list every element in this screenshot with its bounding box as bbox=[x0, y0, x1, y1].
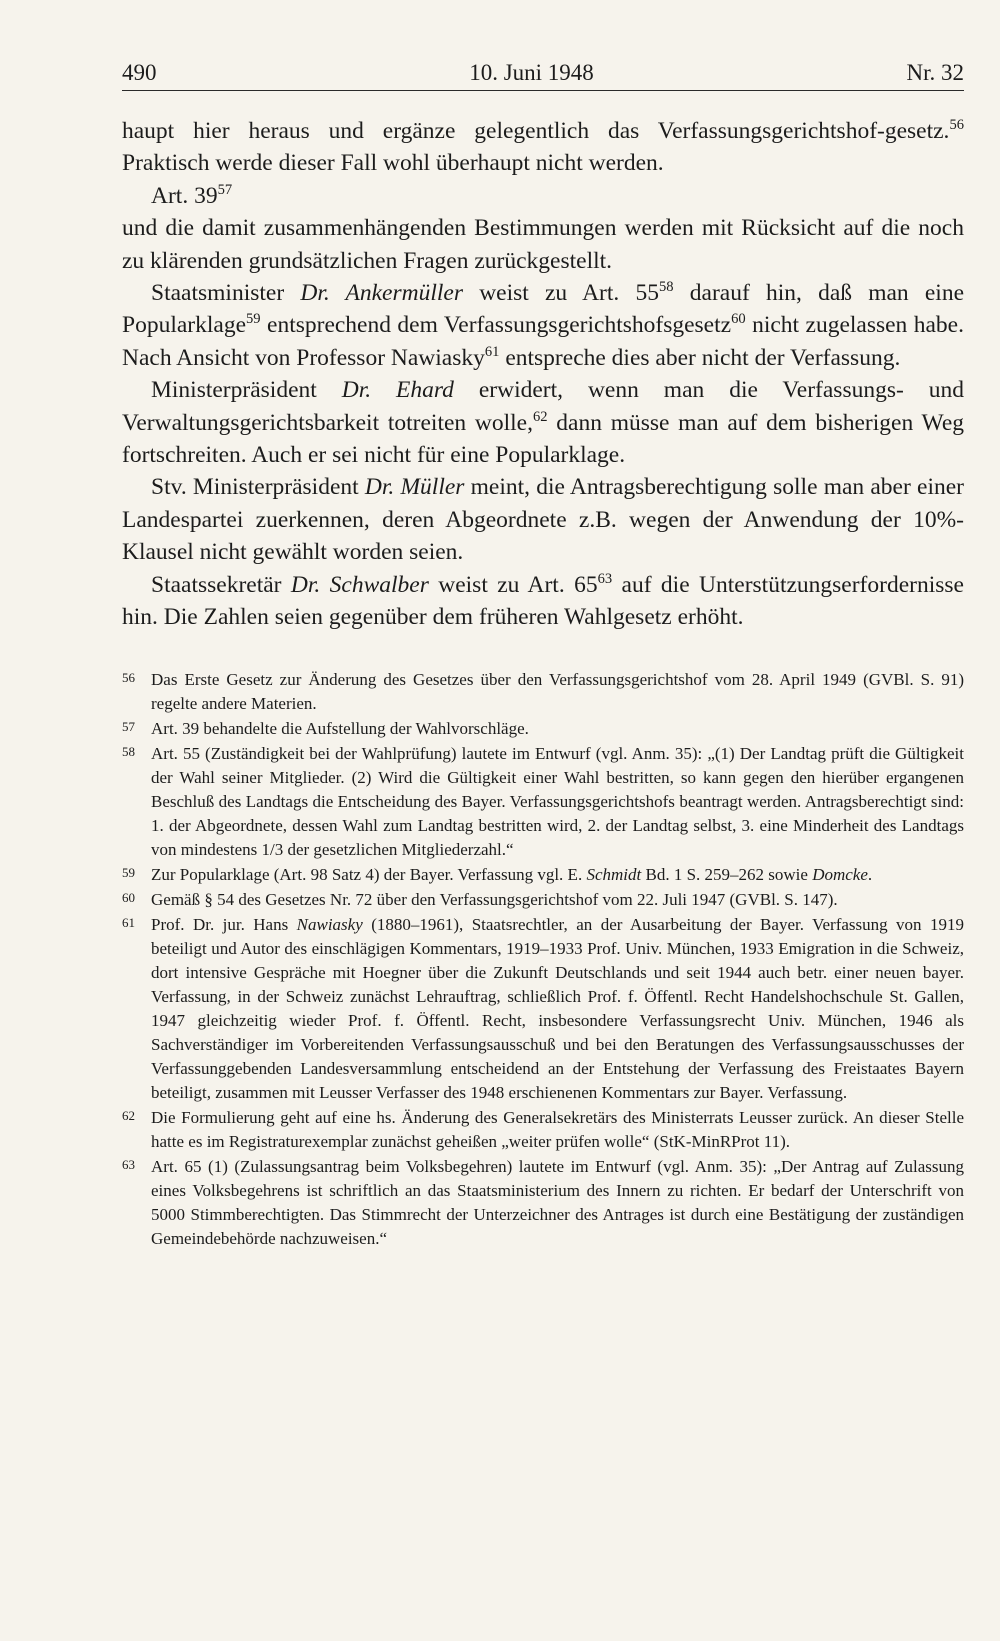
footnote-text: Die Formulierung geht auf eine hs. Änderung des Generalsekretärs des Ministerrats Leusser zurück. An dieser Stelle hatte es im Registraturexemplar zunächst geheißen „weiter prüfen wolle“ (StK-MinRProt 11). bbox=[151, 1107, 964, 1151]
footnote-ref: 60 bbox=[731, 311, 746, 328]
footnote-number: 56 bbox=[122, 669, 135, 685]
footnote-text: Das Erste Gesetz zur Änderung des Gesetzes über den Verfassungsgerichtshof vom 28. April 1949 (GVBl. S. 91) regelte andere Materien. bbox=[151, 669, 964, 713]
footnote-ref: 62 bbox=[532, 408, 548, 425]
text-run: entsprechend dem Verfassungsgerichtshofsgesetz bbox=[260, 312, 732, 339]
running-header bbox=[122, 60, 964, 91]
footnotes bbox=[122, 668, 964, 1251]
footnote-number: 58 bbox=[122, 743, 135, 759]
text-run: Stv. Ministerpräsident bbox=[151, 474, 365, 501]
speaker-name: Dr. Müller bbox=[364, 474, 465, 501]
text-run: Staatssekretär bbox=[151, 571, 291, 598]
text-run: meint, die Antragsberechtigung solle man aber einer Landespartei zuerkennen, deren Abgeordnete z.B. wegen der Anwendung der 10%-Klausel nicht gewählt worden seien. bbox=[122, 474, 964, 566]
page-number: 490 bbox=[122, 60, 157, 85]
text-run: erwidert, wenn man die Verfassungs- und Verwaltungsgerichtsbarkeit totreiten wolle, bbox=[122, 377, 964, 436]
article-heading bbox=[122, 180, 964, 212]
footnote-number: 61 bbox=[122, 914, 135, 930]
text-run: dann müsse man auf dem bisherigen Weg fortschreiten. Auch er sei nicht für eine Popularklage. bbox=[122, 409, 964, 469]
footnote-59 bbox=[122, 863, 964, 887]
footnote-61 bbox=[122, 913, 964, 1105]
text-run: nicht zugelassen habe. Nach Ansicht von Professor Nawiasky bbox=[122, 312, 964, 371]
footnote-57 bbox=[122, 717, 964, 741]
text-run: Art. 39 bbox=[151, 182, 218, 209]
text-run: auf die Unterstützungserfordernisse hin. Die Zahlen seien gegenüber dem früheren Wahlgesetz erhöht. bbox=[122, 571, 964, 631]
paragraph bbox=[122, 569, 964, 634]
speaker-name: Dr. Schwalber bbox=[290, 571, 429, 598]
footnote-number: 59 bbox=[122, 864, 135, 880]
speaker-name: Dr. Ankermüller bbox=[300, 280, 463, 307]
footnote-text: Gemäß § 54 des Gesetzes Nr. 72 über den Verfassungsgerichtshof vom 22. Juli 1947 (GVBl. S. 147). bbox=[151, 889, 838, 909]
footnote-ref: 57 bbox=[217, 181, 233, 198]
footnote-number: 63 bbox=[122, 1156, 135, 1172]
text-run: (1880–1961), Staatsrechtler, an der Ausarbeitung der Bayer. Verfassung von 1919 beteiligt und Autor des einschlägigen Kommentars, 1919–1933 Prof. Univ. München, 1933 Emigration in die Schweiz, dort intensive Gespräche mit Hoegner über die Zukunft Deutschlands und seit 1944 auch betr. einer neuen bayer. Verfassung, in der Schweiz zunächst Lehrauftrag, schließlich Prof. f. Öffentl. Recht Handelshochschule St. Gallen, 1947 gleichzeitig wieder Prof. f. Öffentl. Recht, insbesondere Verfassungsrecht Univ. München, 1946 als Sachverständiger im Vorbereitenden Verfassungsausschuß und bei den Beratungen des Verfassungsausschusses der Verfassunggebenden Landesversammlung entscheidend an der Entstehung der Verfassung des Freistaates Bayern beteiligt, zusammen mit Leusser Verfasser des 1948 erschienenen Kommentars zur Bayer. Verfassung. bbox=[151, 914, 964, 1102]
text-run: Zur Popularklage (Art. 98 Satz 4) der Bayer. Verfassung vgl. E. bbox=[151, 864, 587, 884]
text-run: haupt hier heraus und ergänze gelegentlich das Verfassungsgerichtshof-gesetz. bbox=[122, 118, 950, 144]
text-run: . bbox=[867, 864, 873, 884]
footnote-63 bbox=[122, 1155, 964, 1251]
text-run: Staatsminister bbox=[151, 280, 301, 307]
footnote-number: 60 bbox=[122, 889, 135, 905]
header-issue: Nr. 32 bbox=[906, 60, 964, 85]
document-page bbox=[122, 60, 964, 1252]
paragraph bbox=[122, 115, 964, 180]
paragraph: und die damit zusammenhängenden Bestimmungen werden mit Rücksicht auf die noch zu klärenden grundsätzlichen Fragen zurückgestellt. bbox=[122, 215, 964, 274]
text-run: Praktisch werde dieser Fall wohl überhaupt nicht werden. bbox=[122, 150, 664, 177]
text-run: Ministerpräsident bbox=[151, 377, 342, 404]
footnote-56 bbox=[122, 668, 964, 716]
speaker-name: Dr. Ehard bbox=[341, 377, 454, 404]
text-run: entspreche dies aber nicht der Verfassung. bbox=[499, 344, 901, 371]
footnote-ref: 63 bbox=[597, 570, 613, 587]
paragraph bbox=[122, 374, 964, 471]
footnote-number: 62 bbox=[122, 1107, 135, 1123]
footnote-text bbox=[151, 863, 964, 887]
text-run: Prof. Dr. jur. Hans bbox=[151, 914, 297, 934]
paragraph bbox=[122, 471, 964, 568]
text-run: Bd. 1 S. 259–262 sowie bbox=[641, 864, 813, 884]
header-date: 10. Juni 1948 bbox=[469, 60, 594, 85]
footnote-62 bbox=[122, 1106, 964, 1154]
text-run: weist zu Art. 65 bbox=[428, 571, 598, 598]
footnote-text: Art. 55 (Zuständigkeit bei der Wahlprüfung) lautete im Entwurf (vgl. Anm. 35): „(1) Der Landtag prüft die Gültigkeit der Wahl seiner Mitglieder. (2) Wird die Gültigkeit einer Wahl bestritten, so kann gegen den hierüber ergangenen Beschluß des Landtags die Entscheidung des Bayer. Verfassungsgerichtshofs beantragt werden. Antragsberechtigt sind: 1. der Abgeordnete, dessen Wahl zum Landtag bestritten wird, 2. der Landtag selbst, 3. eine Minderheit des Landtags von mindestens 1/3 der gesetzlichen Mitgliederzahl.“ bbox=[151, 743, 964, 859]
footnote-text: Art. 39 behandelte die Aufstellung der Wahlvorschläge. bbox=[151, 718, 529, 738]
main-text bbox=[122, 115, 964, 634]
footnote-ref: 56 bbox=[949, 117, 964, 134]
footnote-number: 57 bbox=[122, 718, 135, 734]
paragraph bbox=[122, 277, 964, 374]
person-name: Nawiasky bbox=[296, 914, 363, 934]
author-name: Schmidt bbox=[586, 864, 642, 884]
text-run: weist zu Art. 55 bbox=[463, 280, 659, 307]
text-run: darauf hin, daß man eine Popularklage bbox=[122, 280, 965, 339]
footnote-ref: 58 bbox=[659, 279, 674, 296]
author-name: Domcke bbox=[812, 864, 868, 884]
footnote-ref: 59 bbox=[246, 311, 261, 328]
footnote-text: Art. 65 (1) (Zulassungsantrag beim Volksbegehren) lautete im Entwurf (vgl. Anm. 35): „Der Antrag auf Zulassung eines Volksbegehrens ist schriftlich an das Staatsministerium des Innern zu richten. Er bedarf der Unterschrift von 5000 Stimmberechtigten. Das Stimmrecht der Unterzeichner des Antrages ist durch eine Bestätigung der zuständigen Gemeindebehörde nachzuweisen.“ bbox=[151, 1156, 964, 1248]
footnote-text bbox=[151, 913, 964, 1105]
footnote-ref: 61 bbox=[484, 344, 500, 361]
footnote-60 bbox=[122, 888, 964, 912]
footnote-58 bbox=[122, 742, 964, 862]
